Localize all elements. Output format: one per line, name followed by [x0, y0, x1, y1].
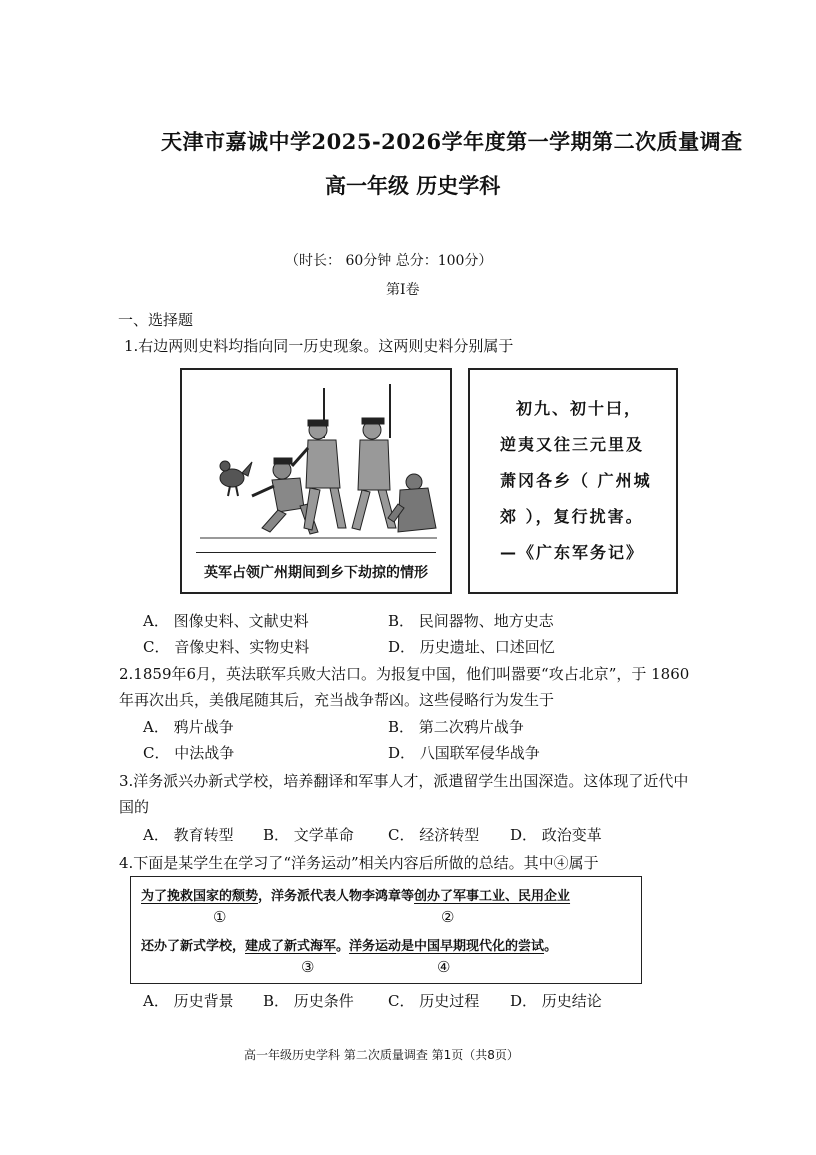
summary-punct-1: 。 — [336, 939, 350, 954]
summary-segment-3: 建成了新式海军 — [245, 939, 337, 954]
marker-4: ④ — [437, 958, 451, 976]
q1-option-d[interactable]: D． 历史遗址、口述回忆 — [388, 638, 555, 656]
q4-option-d[interactable]: D． 历史结论 — [510, 992, 602, 1010]
source-line-3: 萧冈各乡（ 广州城 — [500, 471, 652, 490]
soldiers-looting-illustration — [192, 378, 442, 550]
caption-divider — [196, 552, 436, 553]
q3-option-a[interactable]: A． 教育转型 — [143, 826, 234, 844]
summary-segment-1: 为了挽救国家的颓势 — [141, 889, 259, 904]
volume-label: 第Ⅰ卷 — [386, 282, 420, 298]
source-line-2: 逆夷又往三元里及 — [500, 435, 645, 454]
section-heading: 一、选择题 — [118, 311, 194, 329]
q1-image-source — [180, 368, 452, 594]
q1-option-b[interactable]: B． 民间器物、地方史志 — [388, 612, 554, 630]
q4-option-a[interactable]: A． 历史背景 — [143, 992, 234, 1010]
q3-option-d[interactable]: D． 政治变革 — [510, 826, 602, 844]
q1-option-a[interactable]: A． 图像史料、文献史料 — [143, 612, 309, 630]
source-citation: —《广东军务记》 — [500, 543, 645, 562]
exam-meta: （时长： 60分钟 总分：100分） — [285, 253, 493, 269]
q3-option-c[interactable]: C． 经济转型 — [388, 826, 480, 844]
summary-punct-2: 。 — [544, 939, 558, 954]
q2-option-b[interactable]: B． 第二次鸦片战争 — [388, 718, 524, 736]
source-line-1: 初九、初十曰， — [516, 399, 643, 418]
summary-segment-2: 创办了军事工业、民用企业 — [414, 889, 571, 904]
page-footer: 高一年级历史学科 第二次质量调查 第1页（共8页） — [244, 1048, 519, 1062]
q3-option-b[interactable]: B． 文学革命 — [263, 826, 354, 844]
summary-line-1 — [141, 885, 570, 904]
q4-option-c[interactable]: C． 历史过程 — [388, 992, 480, 1010]
historical-illustration — [192, 378, 440, 550]
question-2-line-2: 年再次出兵，美俄尾随其后，充当战争帮凶。这些侵略行为发生于 — [119, 691, 555, 709]
q2-option-a[interactable]: A． 鸦片战争 — [143, 718, 234, 736]
marker-1: ① — [213, 908, 227, 926]
q1-option-c[interactable]: C． 音像史料、实物史料 — [143, 638, 310, 656]
source-line-4: 郊 ），复行扰害。 — [500, 507, 644, 526]
question-2-line-1: 2.1859年6月，英法联军兵败大沽口。为报复中国，他们叫嚣要“攻占北京”，于 1860 — [119, 665, 690, 683]
q2-option-c[interactable]: C． 中法战争 — [143, 744, 235, 762]
q4-option-b[interactable]: B． 历史条件 — [263, 992, 354, 1010]
soldier-figure-2 — [352, 384, 396, 530]
question-3-line-1: 3.洋务派兴办新式学校，培养翻译和军事人才，派遣留学生出国深造。这体现了近代中 — [119, 772, 689, 790]
page-subtitle: 高一年级 历史学科 — [325, 173, 501, 198]
page-title: 天津市嘉诚中学2025-2026学年度第一学期第二次质量调查 — [161, 129, 743, 154]
q1-text-source — [468, 368, 678, 594]
q1-image-caption: 英军占领广州期间到乡下劫掠的情形 — [204, 565, 428, 581]
question-4-stem: 4.下面是某学生在学习了“洋务运动”相关内容后所做的总结。其中④属于 — [119, 854, 599, 872]
marker-3: ③ — [301, 958, 315, 976]
question-1-stem: 1.右边两则史料均指向同一历史现象。这两则史料分别属于 — [124, 337, 514, 355]
marker-2: ② — [441, 908, 455, 926]
summary-segment-4: 洋务运动是中国早期现代化的尝试 — [349, 939, 545, 954]
question-3-line-2: 国的 — [119, 798, 150, 816]
rooster-figure — [220, 461, 252, 496]
summary-connector-1: ，洋务派代表人物李鸿章等 — [258, 889, 415, 904]
summary-connector-2: 还办了新式学校， — [141, 939, 246, 954]
summary-line-2 — [141, 935, 557, 954]
q4-summary-box — [130, 876, 642, 984]
q2-option-d[interactable]: D． 八国联军侵华战争 — [388, 744, 540, 762]
